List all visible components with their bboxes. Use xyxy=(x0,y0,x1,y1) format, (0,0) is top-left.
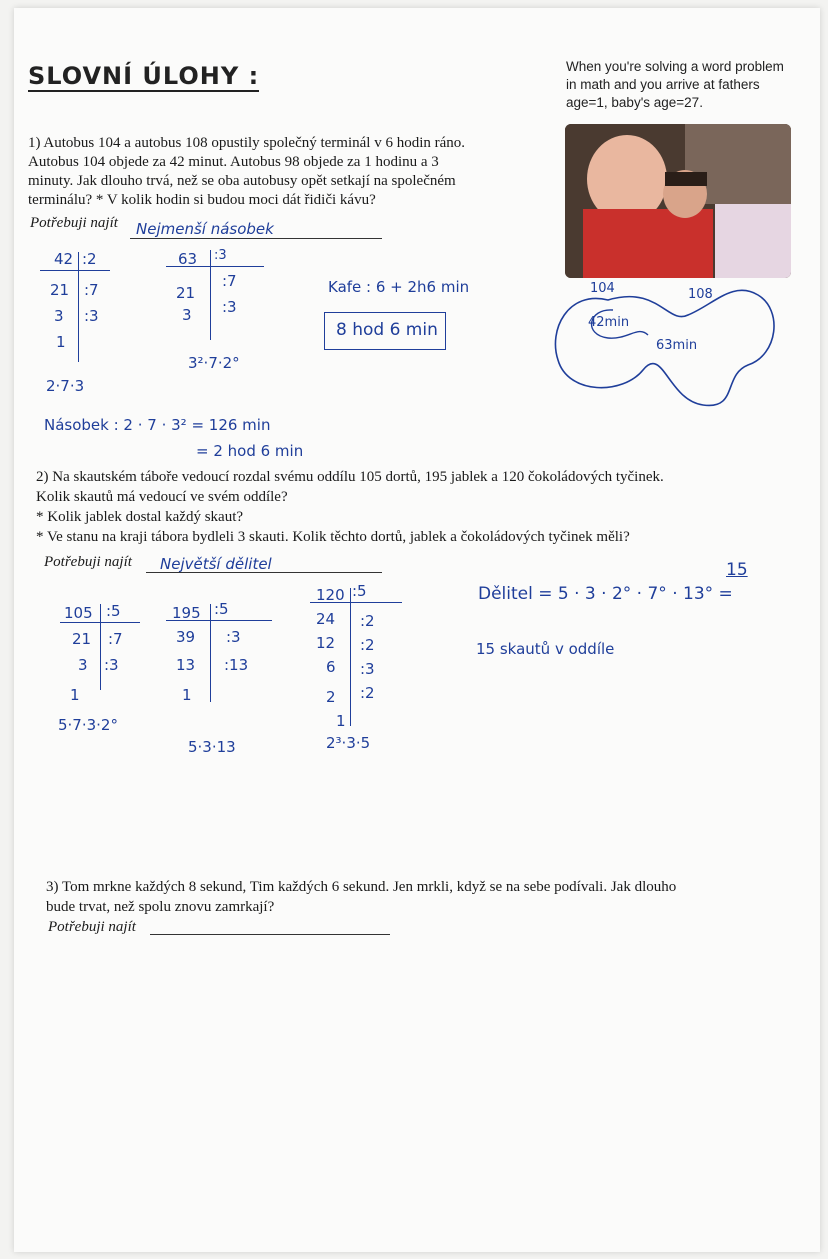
p2-col3-div-2: :2 xyxy=(360,636,375,654)
p2-col2-hline xyxy=(166,620,272,621)
problem1-line-3: minuty. Jak dlouho trvá, než se oba autobusy opět setkají na společném xyxy=(28,173,456,189)
p2-col3-hline xyxy=(310,602,402,603)
meme-photo xyxy=(565,124,791,278)
p2-col1-result: 5·7·3·2° xyxy=(58,716,118,734)
diagram-time-b: 63min xyxy=(656,338,698,353)
p1-col1-top-div: :2 xyxy=(82,250,97,268)
p1-col1-div-1: :7 xyxy=(84,281,99,299)
p1-col1-result: 2·7·3 xyxy=(46,377,85,395)
problem1-need-answer: Nejmenší násobek xyxy=(136,220,274,238)
p2-col3-top: 120 xyxy=(316,586,345,604)
p1-coffee-answer: 8 hod 6 min xyxy=(336,320,438,340)
p2-divisor-answer: 15 xyxy=(726,560,748,580)
problem3-line-1: 3) Tom mrkne každých 8 sekund, Tim každých 6 sekund. Jen mrkli, když se na sebe podívali. Jak dlouho xyxy=(46,879,677,895)
p2-col1-div-2: :3 xyxy=(104,656,119,674)
problem2-line-1: 2) Na skautském táboře vedoucí rozdal svému oddílu 105 dortů, 195 jablek a 120 čokoládových tyčinek. xyxy=(36,469,664,485)
p2-col2-row-2: 13 xyxy=(176,656,196,674)
meme-caption: When you're solving a word problem in math and you arrive at fathers age=1, baby's age=27. xyxy=(566,59,784,110)
p1-col2-row-2: 3 xyxy=(182,306,192,324)
p2-scouts-line: 15 skautů v oddíle xyxy=(476,640,615,658)
problem1-answer-line xyxy=(130,238,382,239)
p1-col1-top: 42 xyxy=(54,250,74,268)
p1-coffee-line: Kafe : 6 + 2h6 min xyxy=(328,278,470,296)
p1-multiple-line-2: = 2 hod 6 min xyxy=(196,442,304,460)
p2-col2-row-3: 1 xyxy=(182,686,192,704)
p2-col3-row-5: 1 xyxy=(336,712,346,730)
problem3-line-2: bude trvat, než spolu znovu zamrkají? xyxy=(46,899,275,915)
p1-col1-row-2: 3 xyxy=(54,307,64,325)
p2-col2-div-2: :13 xyxy=(224,656,249,674)
p2-col1-top-div: :5 xyxy=(106,602,121,620)
p2-col3-row-4: 2 xyxy=(326,688,336,706)
p2-col1-vline xyxy=(100,604,101,690)
p2-col2-vline xyxy=(210,604,211,702)
meme-image-icon xyxy=(565,124,791,278)
page-title: SLOVNÍ ÚLOHY : xyxy=(28,62,260,90)
p1-col2-top-div: :3 xyxy=(214,248,227,263)
p1-col2-div-1: :7 xyxy=(222,272,237,290)
problem3-answer-line xyxy=(150,934,390,935)
problem2-line-2: Kolik skautů má vedoucí ve svém oddíle? xyxy=(36,489,288,505)
p2-col3-row-3: 6 xyxy=(326,658,336,676)
p2-col2-top-div: :5 xyxy=(214,600,229,618)
p1-col1-vline xyxy=(78,252,79,362)
p1-col2-div-2: :3 xyxy=(222,298,237,316)
p2-col1-top: 105 xyxy=(64,604,93,622)
p1-col1-div-2: :3 xyxy=(84,307,99,325)
p2-col3-div-3: :3 xyxy=(360,660,375,678)
p1-col2-hline xyxy=(166,266,264,267)
p1-col1-row-3: 1 xyxy=(56,333,66,351)
p2-col3-vline xyxy=(350,588,351,726)
p2-col1-row-2: 3 xyxy=(78,656,88,674)
problem2-need-label: Potřebuji najít xyxy=(44,554,132,570)
p2-col3-top-div: :5 xyxy=(352,582,367,600)
p1-col2-result: 3²·7·2° xyxy=(188,354,240,372)
p2-col3-result: 2³·3·5 xyxy=(326,734,371,752)
p2-col2-top: 195 xyxy=(172,604,201,622)
p2-col1-row-3: 1 xyxy=(70,686,80,704)
problem1-line-1: 1) Autobus 104 a autobus 108 opustily společný terminál v 6 hodin ráno. xyxy=(28,135,466,151)
p2-col1-div-1: :7 xyxy=(108,630,123,648)
diagram-time-a: 42min xyxy=(588,315,630,330)
p1-multiple-line: Násobek : 2 · 7 · 3² = 126 min xyxy=(44,416,271,434)
problem1-line-4: terminálu? * V kolik hodin si budou moci dát řidiči kávu? xyxy=(28,192,376,208)
p1-col2-top: 63 xyxy=(178,250,198,268)
problem3-need-label: Potřebuji najít xyxy=(48,919,136,935)
p2-col2-result: 5·3·13 xyxy=(188,738,236,756)
p1-col1-hline xyxy=(40,270,110,271)
p2-col2-row-1: 39 xyxy=(176,628,196,646)
problem1-line-2: Autobus 104 objede za 42 minut. Autobus 98 objede za 1 hodinu a 3 xyxy=(28,154,439,170)
p2-col3-row-2: 12 xyxy=(316,634,336,652)
p1-col1-row-1: 21 xyxy=(50,281,70,299)
p1-col2-vline xyxy=(210,250,211,340)
diagram-bus-b: 108 xyxy=(688,287,713,302)
problem2-need-answer: Největší dělitel xyxy=(160,555,272,573)
p2-col3-div-1: :2 xyxy=(360,612,375,630)
problem2-line-4: * Ve stanu na kraji tábora bydleli 3 skauti. Kolik těchto dortů, jablek a čokoládových tyčinek měli? xyxy=(36,529,630,545)
problem1-need-label: Potřebuji najít xyxy=(30,215,118,231)
diagram-bus-a: 104 xyxy=(590,281,615,296)
problem2-line-3: * Kolik jablek dostal každý skaut? xyxy=(36,509,244,525)
p2-col3-div-4: :2 xyxy=(360,684,375,702)
p2-divisor-line: Dělitel = 5 · 3 · 2° · 7° · 13° = xyxy=(478,584,733,604)
p2-col2-div-1: :3 xyxy=(226,628,241,646)
p2-col1-row-1: 21 xyxy=(72,630,92,648)
p2-col3-row-1: 24 xyxy=(316,610,336,628)
p1-col2-row-1: 21 xyxy=(176,284,196,302)
